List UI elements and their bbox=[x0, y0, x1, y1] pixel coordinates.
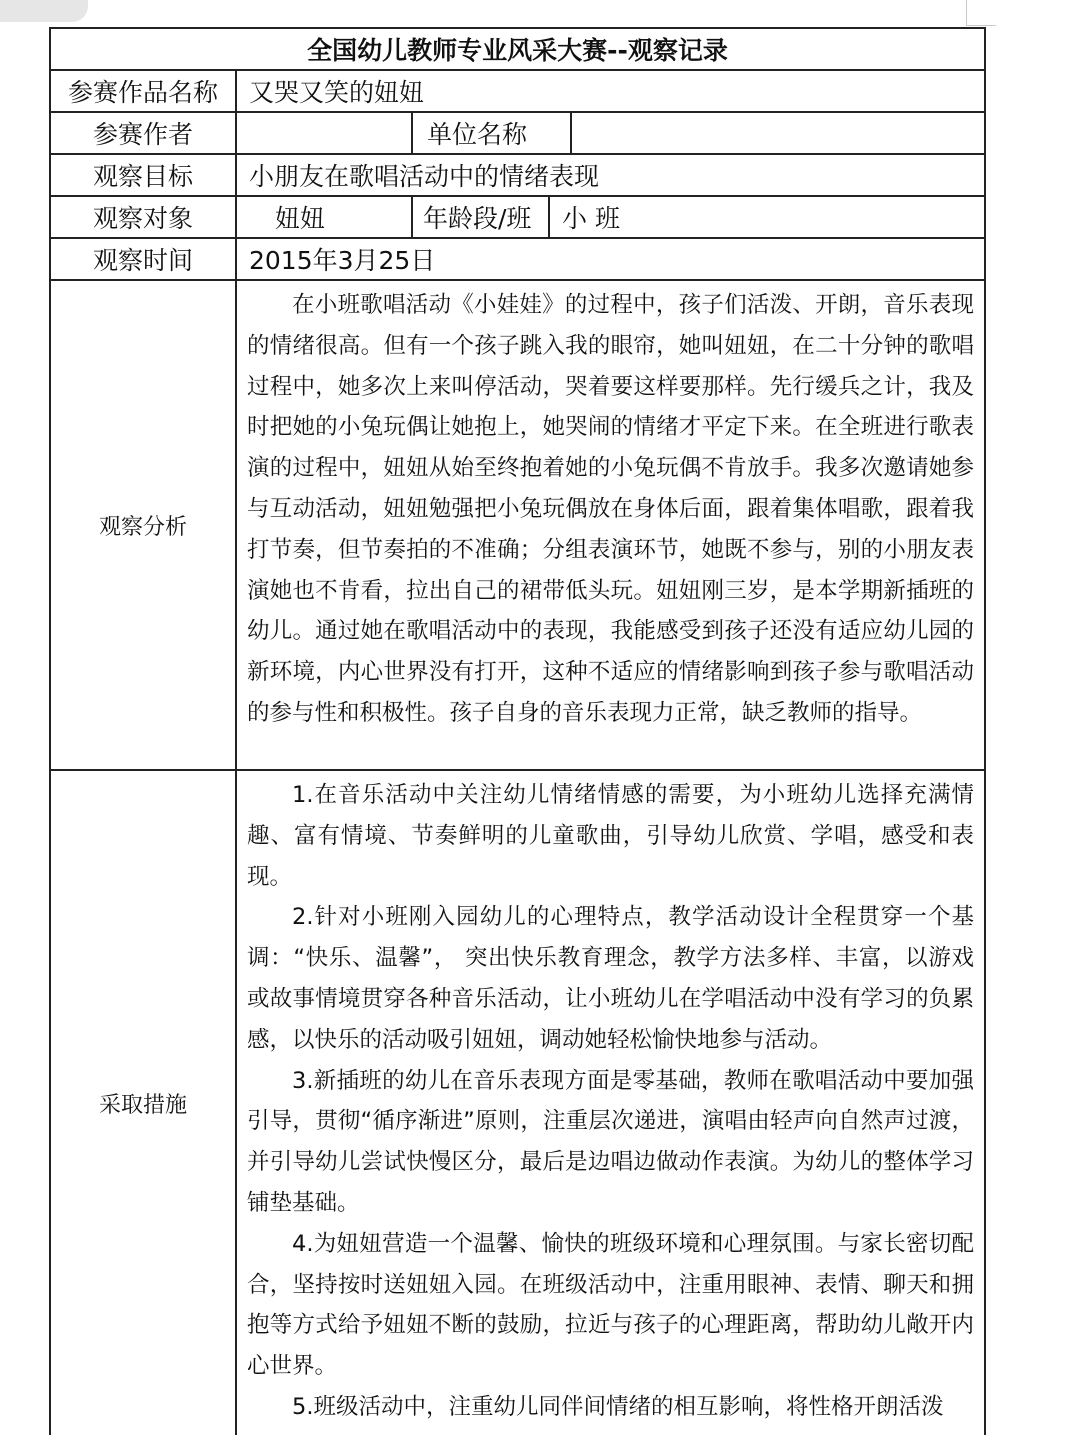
measures-label: 采取措施 bbox=[50, 770, 236, 1435]
measures-row bbox=[50, 770, 985, 1435]
measure-item: 2.针对小班刚入园幼儿的心理特点，教学活动设计全程贯穿一个基调：“快乐、温馨”， 突出快乐教育理念，教学方法多样、丰富，以游戏或故事情境贯穿各种音乐活动，让小班幼儿在学唱活动中没有学习的负累感，以快乐的活动吸引妞妞，调动她轻松愉快地参与活动。 bbox=[247, 904, 975, 1053]
analysis-label: 观察分析 bbox=[50, 280, 236, 770]
author-row bbox=[50, 112, 985, 154]
subject-row bbox=[50, 196, 985, 238]
goal-row bbox=[50, 154, 985, 196]
entry-name-row bbox=[50, 70, 985, 112]
analysis-row bbox=[50, 280, 985, 770]
age-value: 小 班 bbox=[549, 196, 985, 238]
analysis-paragraph: 在小班歌唱活动《小娃娃》的过程中，孩子们活泼、开朗，音乐表现的情绪很高。但有一个孩子跳入我的眼帘，她叫妞妞，在二十分钟的歌唱过程中，她多次上来叫停活动，哭着要这样要那样。先行缓兵之计，我及时把她的小兔玩偶让她抱上，她哭闹的情绪才平定下来。在全班进行歌表演的过程中，妞妞从始至终抱着她的小兔玩偶不肯放手。我多次邀请她参与互动活动，妞妞勉强把小兔玩偶放在身体后面，跟着集体唱歌，跟着我打节奏，但节奏拍的不准确；分组表演环节，她既不参与，别的小朋友表演她也不肯看，拉出自己的裙带低头玩。妞妞刚三岁，是本学期新插班的幼儿。通过她在歌唱活动中的表现，我能感受到孩子还没有适应幼儿园的新环境，内心世界没有打开，这种不适应的情绪影响到孩子参与歌唱活动的参与性和积极性。孩子自身的音乐表现力正常，缺乏教师的指导。 bbox=[247, 292, 975, 726]
page-corner-mark-horizontal bbox=[966, 25, 996, 26]
author-label: 参赛作者 bbox=[50, 112, 236, 154]
title-row bbox=[50, 28, 985, 70]
unit-value bbox=[571, 112, 985, 154]
measures-cell bbox=[236, 770, 985, 1435]
page-corner-mark bbox=[966, 0, 967, 26]
form-title: 全国幼儿教师专业风采大赛--观察记录 bbox=[50, 28, 985, 70]
subject-value: 妞妞 bbox=[236, 196, 412, 238]
observation-record-table bbox=[49, 27, 986, 1435]
author-value bbox=[236, 112, 412, 154]
age-label: 年龄段/班 bbox=[412, 196, 549, 238]
measure-item: 3.新插班的幼儿在音乐表现方面是零基础，教师在歌唱活动中要加强引导，贯彻“循序渐进”原则，注重层次递进，演唱由轻声向自然声过渡，并引导幼儿尝试快慢区分，最后是边唱边做动作表演。为幼儿的整体学习铺垫基础。 bbox=[247, 1067, 975, 1216]
goal-value: 小朋友在歌唱活动中的情绪表现 bbox=[236, 154, 985, 196]
unit-label: 单位名称 bbox=[412, 112, 571, 154]
time-value: 2015年3月25日 bbox=[236, 238, 985, 280]
entry-name-value: 又哭又笑的妞妞 bbox=[236, 70, 985, 112]
time-row bbox=[50, 238, 985, 280]
analysis-cell bbox=[236, 280, 985, 770]
goal-label: 观察目标 bbox=[50, 154, 236, 196]
time-label: 观察时间 bbox=[50, 238, 236, 280]
measure-item: 5.班级活动中，注重幼儿同伴间情绪的相互影响，将性格开朗活泼 bbox=[292, 1393, 944, 1420]
measure-item: 1.在音乐活动中关注幼儿情绪情感的需要，为小班幼儿选择充满情趣、富有情境、节奏鲜明的儿童歌曲，引导幼儿欣赏、学唱，感受和表现。 bbox=[247, 782, 975, 890]
subject-label: 观察对象 bbox=[50, 196, 236, 238]
entry-name-label: 参赛作品名称 bbox=[50, 70, 236, 112]
measure-item: 4.为妞妞营造一个温馨、愉快的班级环境和心理氛围。与家长密切配合，坚持按时送妞妞入园。在班级活动中，注重用眼神、表情、聊天和拥抱等方式给予妞妞不断的鼓励，拉近与孩子的心理距离，帮助幼儿敞开内心世界。 bbox=[247, 1230, 975, 1380]
window-corner-tab bbox=[0, 0, 88, 22]
